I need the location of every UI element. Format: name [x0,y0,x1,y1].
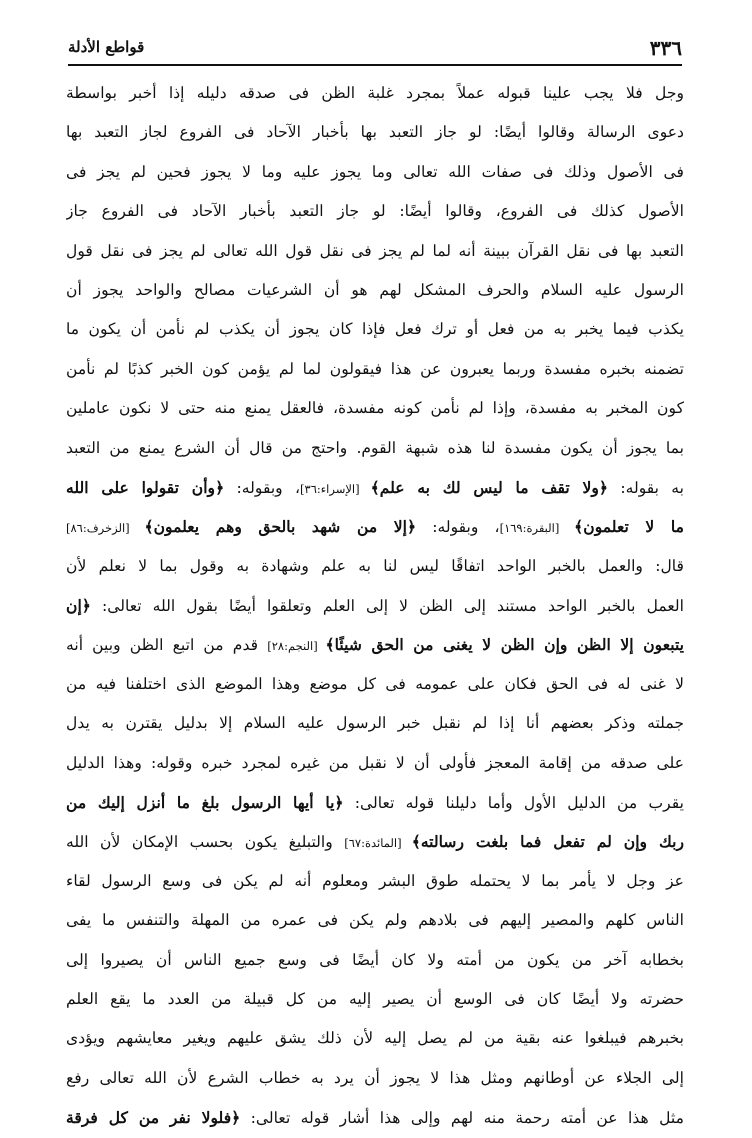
text-segment: حضرته ولا أيضًا كان فى الوسع أن يصير إليه من كل قبيلة من العدد ما يقع العلم [66,989,684,1008]
text-segment: مثل هذا عن أمته رحمة منه لهم وإلى هذا أشار قوله تعالى: [240,1109,684,1128]
text-line [66,1098,684,1137]
quran-quote: ﴿ولا تقف ما ليس لك به علم﴾ [370,477,609,497]
header-divider [68,64,682,66]
text-segment: به بقوله: [608,478,684,497]
text-line [66,783,684,822]
text-line [66,192,684,231]
quran-quote: ﴿إن [66,596,91,616]
text-line [66,232,684,271]
text-line [66,468,684,507]
text-segment: كون المخبر به مفسدة، وإذا لم نأمن كونه مفسدة، فالعقل يمنع منه حتى لا نكون عاملين [66,399,684,418]
text-line [66,271,684,310]
verse-reference: [الزخرف:٨٦] [66,521,145,536]
quran-quote: ﴿فلولا نفر من كل فرقة [66,1108,241,1128]
text-line [66,625,684,664]
text-line [66,1019,684,1058]
text-segment: ، وبقوله: [416,518,500,537]
verse-reference: [البقرة:١٦٩] [499,521,575,536]
quran-quote: ﴿وأن تقولوا على الله [66,477,225,497]
page-number: ٣٣٦ [649,36,682,60]
quran-quote: يتبعون إلا الظن وإن الظن لا يغنى من الحق شيئًا﴾ [325,635,684,655]
text-line [66,113,684,152]
text-line [66,822,684,861]
text-segment: بخطابه آخر من يكون من أمته ولا كان أيضًا فى وسع جميع الناس أن يصيروا إلى [66,950,684,969]
text-segment: قال: والعمل بالخبر الواحد اتفاقًا ليس لنا به علم وشهادة به وقول بما لا نعلم لأن [66,556,684,575]
text-segment: والتبليغ يكون بحسب الإمكان لأن الله [66,833,345,852]
text-segment: الرسول عليه السلام والحرف المشكل لهم هو أن الشرعيات مصالح والواحد يجوز أن [66,280,684,299]
text-segment: بخبرهم فيبلغوا عنه بقية من لم يصل إليه لأن ذلك يشق عليهم ويغير معايشهم ويؤدى [66,1029,684,1048]
text-segment: جملته وذكر بعضهم أنا إذا لم نقبل خبر الرسول عليه السلام إلا بدليل يقترن به يدل [66,714,684,733]
text-line [66,862,684,901]
quran-quote: ما لا تعلمون﴾ [574,517,684,537]
text-segment: لا غنى له فى الحق فكان على عمومه فى كل موضع وهذا الموضع الذى اختلفنا فيه من [66,674,684,693]
text-line [66,74,684,113]
text-segment: دعوى الرسالة وقالوا أيضًا: لو جاز التعبد بها بأخبار الآحاد فى الفروع لجاز التعبد بها [66,123,684,142]
text-segment: التعبد بها فى نقل القرآن ببينة أنه لما لم يجز فى نقل قول الله تعالى لم يجز فى نقل قول [66,241,684,260]
text-line [66,941,684,980]
text-segment: وجل فلا يجب علينا قبوله عملاً بمجرد غلبة الظن فى صدقه دليله إذا أخبر بواسطة [66,84,684,102]
quran-quote: ﴿إلا من شهد بالحق وهم يعلمون﴾ [144,517,417,537]
verse-reference: [النجم:٢٨] [267,639,326,654]
text-segment: إلى الجلاء عن أوطانهم ومثل هذا لا يجوز أن يرد به خطاب الشرع لأن الله تعالى رفع [66,1068,684,1087]
text-segment: يقرب من الدليل الأول وأما دليلنا قوله تعالى: [343,794,684,813]
page-header [68,30,682,64]
text-segment: بما يجوز أن يكون مفسدة لنا هذه شبهة القوم. واحتج من قال أن الشرع يمنع من التعبد [66,438,684,457]
body-text [66,74,684,1138]
text-segment: العمل بالخبر الواحد مستند إلى الظن لا إلى العلم وتعلقوا أيضًا بقول الله تعالى: [90,597,684,616]
text-segment: عز وجل لا يأمر بما لا يحتمله طوق البشر ومعلوم أنه لم يكن فى وسع الرسول لقاء [66,871,684,890]
text-line [66,429,684,468]
text-line [66,389,684,428]
quran-quote: ﴿يا أيها الرسول بلغ ما أنزل إليك من [66,793,344,813]
quran-quote: ربك وإن لم تفعل فما بلغت رسالته﴾ [411,832,684,852]
text-line [66,901,684,940]
text-line [66,310,684,349]
text-line [66,350,684,389]
text-line [66,153,684,192]
text-segment: الأصول كذلك فى الفروع، وقالوا أيضًا: لو جاز التعبد بأخبار الآحاد فى الفروع جاز [66,202,684,221]
text-line [66,547,684,586]
text-line [66,507,684,546]
text-segment: تضمنه بخبره مفسدة وربما يعبرون عن هذا فيقولون لما لم يؤمن كون الخبر كذبًا لم نأمن [66,359,684,378]
text-segment: الناس كلهم والمصير إليهم فى بلادهم ولم يكن فى عمره من المهلة والتنفس ما يفى [66,911,684,930]
text-segment: قدم من اتبع الظن وبين أنه [66,636,268,655]
text-line [66,704,684,743]
text-line [66,665,684,704]
text-segment: يكذب فيما يخبر به من فعل أو ترك فعل فإذا كان يجوز أن يكذب لم نأمن أن يكون ما [66,320,684,339]
text-line [66,980,684,1019]
text-line [66,744,684,783]
text-segment: ، وبقوله: [224,478,301,497]
verse-reference: [المائدة:٦٧] [344,836,412,851]
text-segment: فى الأصول وذلك فى صفات الله تعالى وما يجوز عليه وما لا يجوز فحين لم يجز فى [66,162,684,181]
text-segment: على صدقه من إقامة المعجز فأولى أن لا نقبل من غيره لمجرد خبره وقوله: وهذا الدليل [66,753,684,772]
verse-reference: [الإسراء:٣٦] [300,481,371,496]
text-line [66,1059,684,1098]
text-line [66,586,684,625]
running-title: قواطع الأدلة [68,38,145,56]
